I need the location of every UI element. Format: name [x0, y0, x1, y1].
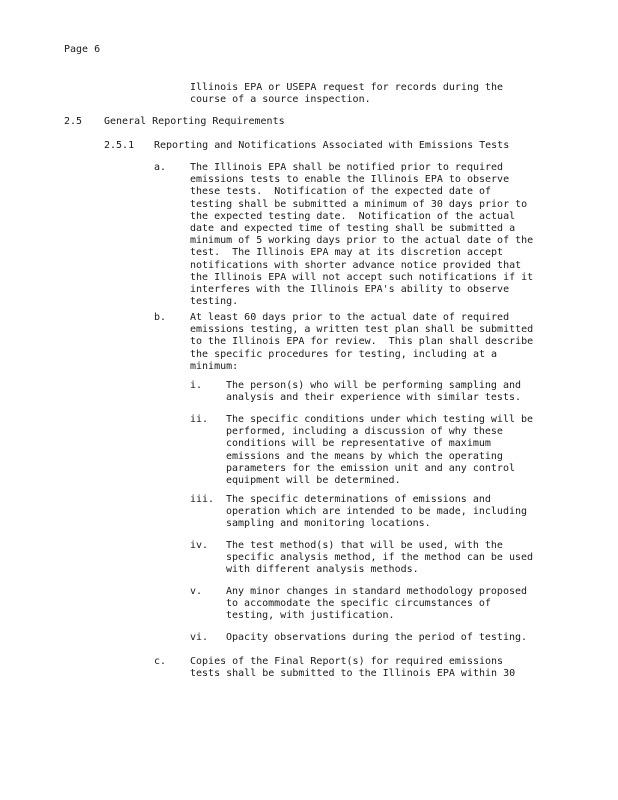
text-line: The test method(s) that will be used, with the [226, 540, 503, 551]
text-line: analysis and their experience with similar tests. [226, 392, 522, 404]
item-b-marker: b. [154, 312, 167, 323]
text-line: minimum: [190, 360, 239, 372]
subitem-vi-marker: vi. [190, 632, 209, 643]
text-line: notifications with shorter advance notice provided that [190, 259, 522, 271]
text-line: testing shall be submitted a minimum of 30 days prior to [190, 198, 528, 210]
text-line: parameters for the emission unit and any control [226, 462, 515, 474]
section-2-5-1-number: 2.5.1 [104, 140, 135, 151]
text-line: performed, including a discussion of why these [226, 426, 503, 438]
section-2-5-title: General Reporting Requirements [104, 116, 285, 127]
section-2-5-1-title: Reporting and Notifications Associated with Emissions Tests [154, 140, 510, 151]
text-line: the expected testing date. Notification of the actual [190, 210, 516, 222]
item-c-marker: c. [154, 656, 167, 667]
text-line: to accommodate the specific circumstances of [226, 598, 491, 610]
text-line: date and expected time of testing shall be submitted a [190, 223, 516, 235]
text-line: emissions testing, a written test plan shall be submitted [190, 324, 534, 336]
text-line: The Illinois EPA shall be notified prior to required [190, 162, 504, 173]
text-line: tests shall be submitted to the Illinois EPA within 30 [190, 668, 516, 680]
subitem-iv-text [226, 540, 533, 577]
text-line: testing, with justification. [226, 610, 395, 622]
subitem-v-marker: v. [190, 586, 203, 597]
subitem-vi-text [226, 632, 527, 644]
text-line: The specific determinations of emissions and [226, 494, 491, 505]
subitem-iii-text [226, 494, 527, 531]
item-a-marker: a. [154, 162, 167, 173]
text-line: interferes with the Illinois EPA's ability to observe [190, 284, 510, 296]
item-a-text [190, 162, 533, 308]
text-line: The specific conditions under which testing will be [226, 414, 534, 425]
text-line: Illinois EPA or USEPA request for records during the [190, 82, 504, 93]
text-line: minimum of 5 working days prior to the actual date of the [190, 235, 534, 247]
text-line: with different analysis methods. [226, 564, 419, 576]
subitem-iii-marker: iii. [190, 494, 215, 505]
text-line: emissions tests to enable the Illinois EPA to observe [190, 174, 510, 186]
text-line: equipment will be determined. [226, 475, 401, 487]
item-c-text [190, 656, 515, 680]
intro-paragraph [190, 82, 503, 106]
text-line: operation which are intended to be made, including [226, 506, 528, 518]
text-line: course of a source inspection. [190, 94, 371, 106]
text-line: Copies of the Final Report(s) for required emissions [190, 656, 504, 667]
text-line: the specific procedures for testing, including at a [190, 348, 498, 360]
text-line: test. The Illinois EPA may at its discretion accept [190, 247, 504, 259]
text-line: sampling and monitoring locations. [226, 518, 431, 530]
text-line: Any minor changes in standard methodology proposed [226, 586, 528, 597]
subitem-ii-marker: ii. [190, 414, 209, 425]
text-line: the Illinois EPA will not accept such notifications if it [190, 271, 534, 283]
text-line: conditions will be representative of maximum [226, 438, 491, 450]
item-b-text [190, 312, 533, 373]
text-line: to the Illinois EPA for review. This plan shall describe [190, 336, 534, 348]
subitem-ii-text [226, 414, 533, 487]
text-line: Opacity observations during the period of testing. [226, 632, 528, 643]
subitem-v-text [226, 586, 527, 623]
text-line: At least 60 days prior to the actual date of required [190, 312, 510, 323]
page-number: Page 6 [64, 44, 101, 55]
section-2-5-number: 2.5 [64, 116, 83, 127]
subitem-iv-marker: iv. [190, 540, 209, 551]
text-line: testing. [190, 296, 239, 308]
text-line: The person(s) who will be performing sampling and [226, 380, 522, 391]
subitem-i-marker: i. [190, 380, 203, 391]
text-line: these tests. Notification of the expected date of [190, 186, 492, 198]
subitem-i-text [226, 380, 521, 404]
text-line: specific analysis method, if the method can be used [226, 552, 534, 564]
text-line: emissions and the means by which the operating [226, 450, 503, 462]
